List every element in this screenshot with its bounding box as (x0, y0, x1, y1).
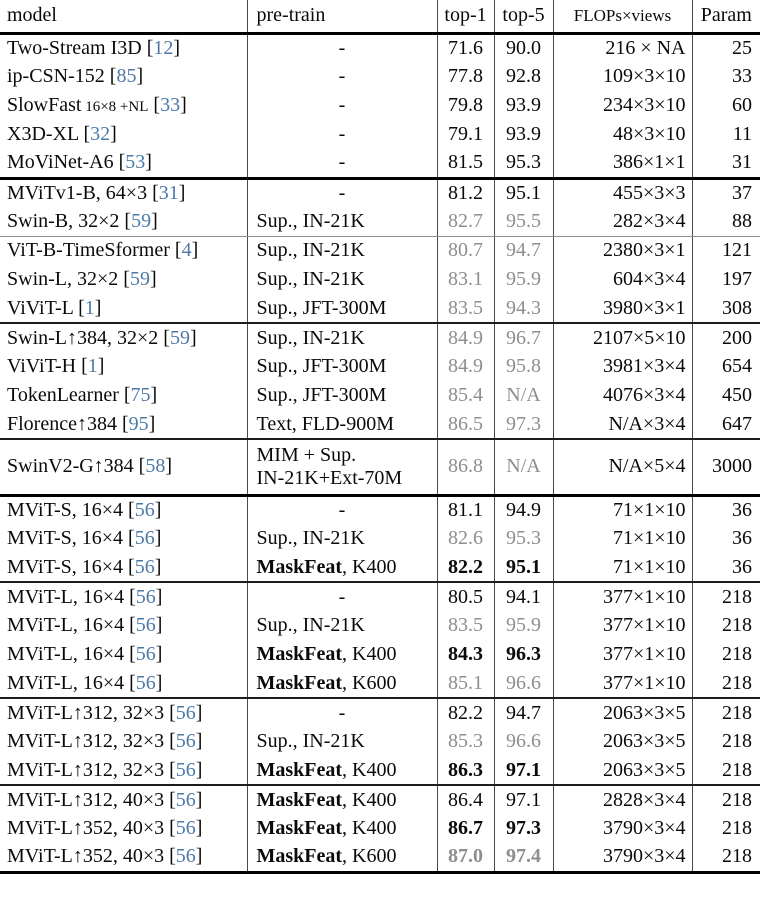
citation-ref[interactable]: 12 (153, 36, 174, 59)
model-name: MViT-L, 16×4 (7, 671, 125, 694)
model-cell: MViT-L↑312, 32×3 [56] (7, 730, 203, 752)
flops-cell: 455×3×3 (553, 178, 692, 207)
param-cell: 308 (692, 294, 760, 323)
top1-cell: 71.6 (437, 33, 494, 62)
model-name: MViT-L↑352, 40×3 (7, 845, 165, 868)
top5-cell: 97.4 (494, 843, 553, 872)
flops-cell: 3790×3×4 (553, 843, 692, 872)
model-name: MViT-L, 16×4 (7, 643, 125, 665)
column-header-pretrain: pre-train (247, 0, 437, 33)
top1-cell: 83.1 (437, 265, 494, 294)
table-row (0, 120, 760, 149)
param-cell: 33 (692, 62, 760, 91)
top5-cell: 96.6 (494, 727, 553, 756)
param-cell: 654 (692, 352, 760, 381)
table-row (0, 439, 760, 495)
top1-cell: 86.3 (437, 756, 494, 785)
param-cell: 37 (692, 178, 760, 207)
citation-ref[interactable]: 31 (158, 181, 179, 204)
model-name: MViT-S, 16×4 (7, 555, 124, 578)
table-row (0, 669, 760, 698)
param-cell: 3000 (692, 439, 760, 495)
flops-cell: 3790×3×4 (553, 814, 692, 843)
citation-ref[interactable]: 56 (134, 498, 155, 521)
flops-cell: 71×1×10 (553, 495, 692, 524)
model-cell: ViViT-H [1] (7, 355, 105, 377)
table-row (0, 814, 760, 843)
param-cell: 450 (692, 381, 760, 410)
table-row (0, 381, 760, 410)
model-name: MViT-L↑312, 32×3 (7, 701, 165, 724)
pretrain-line2: IN-21K+Ext-70M (256, 466, 403, 489)
pretrain-cell: Text, FLD-900M (247, 410, 437, 439)
table-row (0, 553, 760, 582)
flops-cell: 2828×3×4 (553, 785, 692, 814)
top1-cell: 77.8 (437, 62, 494, 91)
model-cell: Swin-B, 32×2 [59] (0, 207, 247, 236)
citation-ref[interactable]: 32 (90, 123, 111, 145)
model-name: MoViNet-A6 (7, 151, 114, 174)
model-cell: MViT-S, 16×4 [56] (7, 498, 162, 521)
table-row (0, 843, 760, 872)
param-cell: 197 (692, 265, 760, 294)
model-cell: Two-Stream I3D [12] (7, 36, 181, 59)
table-body (0, 33, 760, 872)
param-cell: 218 (692, 843, 760, 872)
flops-cell: 4076×3×4 (553, 381, 692, 410)
citation-ref[interactable]: 59 (131, 209, 152, 232)
pretrain-cell: MaskFeat, K400 (247, 640, 437, 669)
citation-ref[interactable]: 56 (134, 555, 155, 578)
flops-cell: 109×3×10 (553, 62, 692, 91)
model-name: MViT-L↑312, 32×3 (7, 758, 165, 781)
pretrain-cell: Sup., IN-21K (247, 207, 437, 236)
model-cell: Florence↑384 [95] (0, 410, 247, 439)
pretrain-cell: MaskFeat, K400 (247, 756, 437, 785)
top1-cell: 82.2 (437, 698, 494, 727)
citation-ref[interactable]: 56 (135, 643, 156, 665)
model-name: ViViT-H (7, 355, 77, 377)
flops-cell: N/A×3×4 (553, 410, 692, 439)
top5-cell: 92.8 (494, 62, 553, 91)
table-row (0, 33, 760, 62)
citation-ref[interactable]: 95 (128, 412, 149, 435)
flops-cell: 2107×5×10 (553, 323, 692, 352)
param-cell: 218 (692, 582, 760, 611)
table-row (0, 323, 760, 352)
param-cell: 218 (692, 727, 760, 756)
flops-cell: 377×1×10 (553, 669, 692, 698)
citation-ref[interactable]: 58 (145, 455, 166, 478)
pretrain-cell: Sup., IN-21K (247, 236, 437, 265)
flops-cell: 2063×3×5 (553, 756, 692, 785)
model-name: Swin-B, 32×2 (7, 209, 120, 232)
citation-ref[interactable]: 4 (181, 239, 192, 262)
top1-cell: 82.2 (437, 553, 494, 582)
citation-ref[interactable]: 85 (116, 65, 137, 87)
top1-cell: 79.8 (437, 91, 494, 120)
model-cell: MViT-S, 16×4 [56] (7, 527, 162, 549)
top5-cell: 95.5 (494, 207, 553, 236)
model-cell: MViT-L, 16×4 [56] (7, 585, 163, 608)
citation-ref[interactable]: 56 (175, 788, 196, 811)
citation-ref[interactable]: 53 (125, 151, 146, 174)
top5-cell: 95.8 (494, 352, 553, 381)
column-header-top1: top-1 (437, 0, 494, 33)
top1-cell: 80.7 (437, 236, 494, 265)
table-row (0, 727, 760, 756)
flops-cell: 3980×3×1 (553, 294, 692, 323)
param-cell: 218 (692, 698, 760, 727)
model-name: ViViT-L (7, 296, 74, 319)
top5-cell: 97.1 (494, 756, 553, 785)
model-config-small: 16×8 +NL (81, 99, 149, 115)
top1-cell: 86.8 (437, 439, 494, 495)
pretrain-cell: - (247, 495, 437, 524)
column-header-param: Param (692, 0, 760, 33)
param-cell: 25 (692, 33, 760, 62)
citation-ref[interactable]: 56 (175, 817, 196, 839)
table-row (0, 785, 760, 814)
model-name: MViT-L, 16×4 (7, 585, 125, 608)
top1-cell: 84.3 (437, 640, 494, 669)
top1-cell: 81.1 (437, 495, 494, 524)
top5-cell: 95.1 (494, 553, 553, 582)
model-cell: MViT-L↑312, 40×3 [56] (7, 788, 203, 811)
param-cell: 88 (692, 207, 760, 236)
pretrain-cell: - (247, 91, 437, 120)
top5-cell: 95.9 (494, 265, 553, 294)
top1-cell: 83.5 (437, 611, 494, 640)
top5-cell: 95.1 (494, 178, 553, 207)
pretrain-cell: Sup., JFT-300M (247, 352, 437, 381)
flops-cell: 3981×3×4 (553, 352, 692, 381)
model-name: X3D-XL (7, 123, 79, 145)
table-row (0, 524, 760, 553)
table-row (0, 640, 760, 669)
pretrain-cell: - (247, 698, 437, 727)
flops-cell: 386×1×1 (553, 149, 692, 178)
model-name: Swin-L, 32×2 (7, 268, 119, 290)
model-cell: MViT-L↑352, 40×3 [56] (7, 817, 203, 839)
pretrain-cell: MaskFeat, K400 (247, 553, 437, 582)
model-name: MViT-L↑312, 40×3 (7, 788, 165, 811)
top1-cell: 80.5 (437, 582, 494, 611)
top5-cell: 97.3 (494, 814, 553, 843)
top1-cell: 85.4 (437, 381, 494, 410)
pretrain-cell: Sup., IN-21K (247, 611, 437, 640)
table-row (0, 294, 760, 323)
param-cell: 36 (692, 495, 760, 524)
citation-ref[interactable]: 56 (135, 671, 156, 694)
table-row (0, 756, 760, 785)
model-cell: Swin-L, 32×2 [59] (7, 268, 157, 290)
flops-cell: 2380×3×1 (553, 236, 692, 265)
model-cell: MViTv1-B, 64×3 [31] (7, 181, 186, 204)
model-cell: MViT-S, 16×4 [56] (0, 553, 247, 582)
top5-cell: 96.6 (494, 669, 553, 698)
param-cell: 36 (692, 553, 760, 582)
flops-cell: 377×1×10 (553, 582, 692, 611)
model-name: Swin-L↑384, 32×2 (7, 326, 159, 349)
model-name: MViT-L↑352, 40×3 (7, 817, 165, 839)
top5-cell: 94.7 (494, 698, 553, 727)
table-row (0, 265, 760, 294)
top5-cell: 97.1 (494, 785, 553, 814)
pretrain-cell: - (247, 178, 437, 207)
citation-ref[interactable]: 56 (135, 585, 156, 608)
citation-ref[interactable]: 33 (160, 94, 181, 116)
top1-cell: 83.5 (437, 294, 494, 323)
top1-cell: 86.5 (437, 410, 494, 439)
citation-ref[interactable]: 59 (169, 326, 190, 349)
model-name: ip-CSN-152 (7, 65, 105, 87)
top5-cell: 95.9 (494, 611, 553, 640)
citation-ref[interactable]: 56 (175, 701, 196, 724)
flops-cell: 2063×3×5 (553, 698, 692, 727)
param-cell: 647 (692, 410, 760, 439)
model-name: MViTv1-B, 64×3 (7, 181, 148, 204)
top5-cell: 96.7 (494, 323, 553, 352)
top1-cell: 85.3 (437, 727, 494, 756)
model-name: Two-Stream I3D (7, 36, 142, 59)
table-row (0, 91, 760, 120)
table-row (0, 611, 760, 640)
top5-cell: 95.3 (494, 524, 553, 553)
pretrain-cell: Sup., JFT-300M (247, 381, 437, 410)
model-cell: MViT-L, 16×4 [56] (7, 643, 163, 665)
flops-cell: 71×1×10 (553, 553, 692, 582)
model-cell: MViT-L↑352, 40×3 [56] (0, 843, 247, 872)
pretrain-cell: - (247, 149, 437, 178)
table-row (0, 410, 760, 439)
top1-cell: 86.4 (437, 785, 494, 814)
model-cell: SwinV2-G↑384 [58] (0, 439, 247, 495)
pretrain-method-bold: MaskFeat (256, 555, 343, 578)
top5-cell: 93.9 (494, 91, 553, 120)
model-name: MViT-L, 16×4 (7, 614, 125, 636)
top1-cell: 84.9 (437, 323, 494, 352)
table-row (0, 352, 760, 381)
table-row (0, 495, 760, 524)
top1-cell: 84.9 (437, 352, 494, 381)
top1-cell: 82.6 (437, 524, 494, 553)
top1-cell: 81.5 (437, 149, 494, 178)
model-name: MViT-L↑312, 32×3 (7, 730, 165, 752)
pretrain-method-bold: MaskFeat (256, 817, 343, 839)
param-cell: 218 (692, 785, 760, 814)
top1-cell: 81.2 (437, 178, 494, 207)
flops-cell: 377×1×10 (553, 640, 692, 669)
param-cell: 218 (692, 814, 760, 843)
pretrain-cell: Sup., IN-21K (247, 524, 437, 553)
flops-cell: 48×3×10 (553, 120, 692, 149)
flops-cell: 604×3×4 (553, 265, 692, 294)
model-cell: TokenLearner [75] (7, 384, 158, 406)
model-cell: ViViT-L [1] (0, 294, 247, 323)
table-row (0, 178, 760, 207)
top5-cell: N/A (494, 381, 553, 410)
top1-cell: 86.7 (437, 814, 494, 843)
model-name: Florence↑384 (7, 412, 117, 435)
table-row (0, 149, 760, 178)
pretrain-cell: - (247, 582, 437, 611)
flops-cell: 71×1×10 (553, 524, 692, 553)
citation-ref[interactable]: 59 (129, 268, 150, 290)
pretrain-cell: Sup., IN-21K (247, 265, 437, 294)
citation-ref[interactable]: 56 (175, 845, 196, 868)
top5-cell: 97.3 (494, 410, 553, 439)
citation-ref[interactable]: 56 (135, 614, 156, 636)
model-cell: X3D-XL [32] (7, 123, 117, 145)
param-cell: 218 (692, 669, 760, 698)
model-cell: MViT-L, 16×4 [56] (7, 614, 163, 636)
model-cell: MoViNet-A6 [53] (0, 149, 247, 178)
pretrain-cell: Sup., IN-21K (247, 323, 437, 352)
model-cell: MViT-L↑312, 32×3 [56] (0, 756, 247, 785)
top5-cell: 94.9 (494, 495, 553, 524)
model-name: TokenLearner (7, 384, 119, 406)
top5-cell: 95.3 (494, 149, 553, 178)
model-cell: SlowFast 16×8 +NL [33] (7, 94, 187, 116)
citation-ref[interactable]: 75 (130, 384, 151, 406)
param-cell: 200 (692, 323, 760, 352)
top5-cell: 94.1 (494, 582, 553, 611)
param-cell: 218 (692, 756, 760, 785)
pretrain-cell: MIM + Sup. IN-21K+Ext-70M (247, 439, 437, 495)
flops-cell: 234×3×10 (553, 91, 692, 120)
top5-cell: N/A (494, 439, 553, 495)
param-cell: 218 (692, 640, 760, 669)
pretrain-method-bold: MaskFeat (256, 845, 343, 868)
model-cell: MViT-L↑312, 32×3 [56] (7, 701, 203, 724)
top5-cell: 93.9 (494, 120, 553, 149)
model-name: MViT-S, 16×4 (7, 498, 124, 521)
citation-ref[interactable]: 1 (87, 355, 98, 377)
param-cell: 36 (692, 524, 760, 553)
model-cell: MViT-L, 16×4 [56] (0, 669, 247, 698)
citation-ref[interactable]: 56 (175, 730, 196, 752)
pretrain-method-bold: MaskFeat (256, 758, 343, 781)
column-header-model: model (0, 0, 247, 33)
top5-cell: 94.7 (494, 236, 553, 265)
top1-cell: 79.1 (437, 120, 494, 149)
flops-cell: 377×1×10 (553, 611, 692, 640)
citation-ref[interactable]: 56 (175, 758, 196, 781)
flops-cell: 216 × NA (553, 33, 692, 62)
table-row (0, 62, 760, 91)
model-name: SlowFast (7, 94, 82, 116)
pretrain-cell: MaskFeat, K400 (247, 785, 437, 814)
pretrain-cell: MaskFeat, K400 (247, 814, 437, 843)
top1-cell: 87.0 (437, 843, 494, 872)
citation-ref[interactable]: 1 (84, 296, 95, 319)
flops-cell: N/A×5×4 (553, 439, 692, 495)
column-header-flops-views: FLOPs×views (553, 0, 692, 33)
model-name: SwinV2-G↑384 (7, 455, 134, 478)
pretrain-cell: MaskFeat, K600 (247, 843, 437, 872)
param-cell: 60 (692, 91, 760, 120)
top5-cell: 96.3 (494, 640, 553, 669)
pretrain-cell: Sup., JFT-300M (247, 294, 437, 323)
top5-cell: 94.3 (494, 294, 553, 323)
model-name: MViT-S, 16×4 (7, 527, 124, 549)
param-cell: 31 (692, 149, 760, 178)
top1-cell: 85.1 (437, 669, 494, 698)
table-row (0, 236, 760, 265)
pretrain-cell: - (247, 120, 437, 149)
table-row (0, 207, 760, 236)
model-cell: ViT-B-TimeSformer [4] (7, 239, 199, 262)
pretrain-cell: - (247, 33, 437, 62)
pretrain-cell: - (247, 62, 437, 91)
param-cell: 218 (692, 611, 760, 640)
flops-cell: 282×3×4 (553, 207, 692, 236)
flops-cell: 2063×3×5 (553, 727, 692, 756)
pretrain-cell: Sup., IN-21K (247, 727, 437, 756)
pretrain-method-bold: MaskFeat (256, 788, 343, 811)
model-cell: Swin-L↑384, 32×2 [59] (7, 326, 197, 349)
model-cell: ip-CSN-152 [85] (7, 65, 144, 87)
table-row (0, 698, 760, 727)
pretrain-cell: MaskFeat, K600 (247, 669, 437, 698)
pretrain-method-bold: MaskFeat (256, 643, 343, 665)
param-cell: 11 (692, 120, 760, 149)
column-header-top5: top-5 (494, 0, 553, 33)
table-row (0, 582, 760, 611)
model-name: ViT-B-TimeSformer (7, 239, 170, 262)
top5-cell: 90.0 (494, 33, 553, 62)
pretrain-method-bold: MaskFeat (256, 671, 343, 694)
citation-ref[interactable]: 56 (134, 527, 155, 549)
top1-cell: 82.7 (437, 207, 494, 236)
param-cell: 121 (692, 236, 760, 265)
table-header-row (0, 0, 760, 33)
